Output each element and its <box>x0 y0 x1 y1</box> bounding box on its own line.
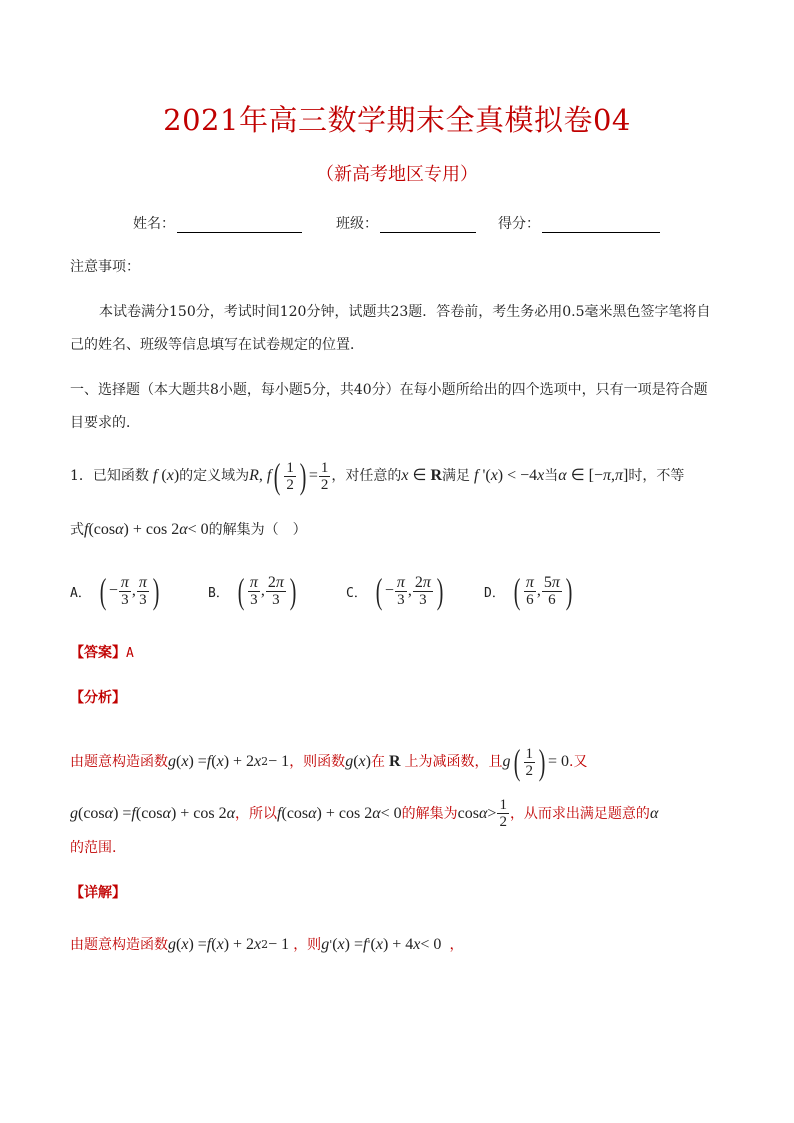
section-heading-2: 目要求的． <box>70 415 140 431</box>
answer-label: 【答案】 <box>70 645 126 661</box>
score-label: 得分： <box>498 216 540 232</box>
notice-line-2: 己的姓名、班级等信息填写在试卷规定的位置． <box>70 337 364 353</box>
document-subtitle: （新高考地区专用） <box>316 164 478 185</box>
option-a[interactable]: A． ( − $\frac{\pi}{3}$ , $\frac{\pi}{3}$ ) <box>70 571 160 611</box>
analysis-line-3: 的范围. <box>70 840 117 856</box>
name-field <box>133 213 302 233</box>
score-field <box>498 213 660 233</box>
detail-line-1: 由题意构造函数 g ( x ) = f ( x ) + 2 x 2 − 1 ，则 g ' ( x ) = f ' ( x ) + 4 x < 0 ， <box>70 936 464 953</box>
detail-label: 【详解】 <box>70 885 126 901</box>
class-label: 班级： <box>336 216 378 232</box>
notice-line-1: 本试卷满分150分，考试时间120分钟，试题共23题．答卷前，考生务必用0.5毫米黑色签字笔将自 <box>99 304 711 320</box>
analysis-line-2: g (cos α ) = f (cos α ) + cos 2 α ，所以 f (cos α ) + cos 2 α < 0 的解集为 cos α > $\frac{1}{2}$ ，从而求出满足题意的 α <box>70 797 659 830</box>
class-field <box>336 213 476 233</box>
name-blank <box>177 218 302 233</box>
question-1-line-1: 1．已知函数 f ( x ) 的定义域为 R , f ( $\frac{1}{2}$ ) = $\frac{1}{2}$ ，对任意的 x ∈ R 满足 f '( x ) < −4 x 当 α ∈ [− π , π ] 时，不等 <box>70 456 685 496</box>
name-label: 姓名： <box>133 216 175 232</box>
class-blank <box>380 218 476 233</box>
detail-label-line <box>70 879 126 907</box>
notice-heading: 注意事项： <box>70 259 140 275</box>
analysis-line-1: 由题意构造函数 g ( x ) = f ( x ) + 2 x 2 − 1 ，则函数 g ( x ) 在 R 上为减函数，且 g ( $\frac{1}{2}$ ) = 0 .又 <box>70 742 588 782</box>
option-d[interactable]: D． ( $\frac{\pi}{6}$ , $\frac{5\pi}{6}$ ) <box>484 571 573 611</box>
score-blank <box>542 218 660 233</box>
question-1-line-2: 式 f (cos α ) + cos 2 α < 0 的解集为（ ） <box>70 521 307 538</box>
option-c[interactable]: C． ( − $\frac{\pi}{3}$ , $\frac{2\pi}{3}$ ) <box>346 571 444 611</box>
analysis-label: 【分析】 <box>70 690 126 706</box>
option-b[interactable]: B． ( $\frac{\pi}{3}$ , $\frac{2\pi}{3}$ ) <box>208 571 297 611</box>
answer-line <box>70 639 134 668</box>
document-title: 2021年高三数学期末全真模拟卷04 <box>163 103 631 137</box>
analysis-label-line <box>70 684 126 712</box>
section-heading-1: 一、选择题（本大题共8小题，每小题5分，共40分）在每小题所给出的四个选项中，只有一项是符合题 <box>70 382 708 398</box>
answer-value: A <box>126 646 134 661</box>
